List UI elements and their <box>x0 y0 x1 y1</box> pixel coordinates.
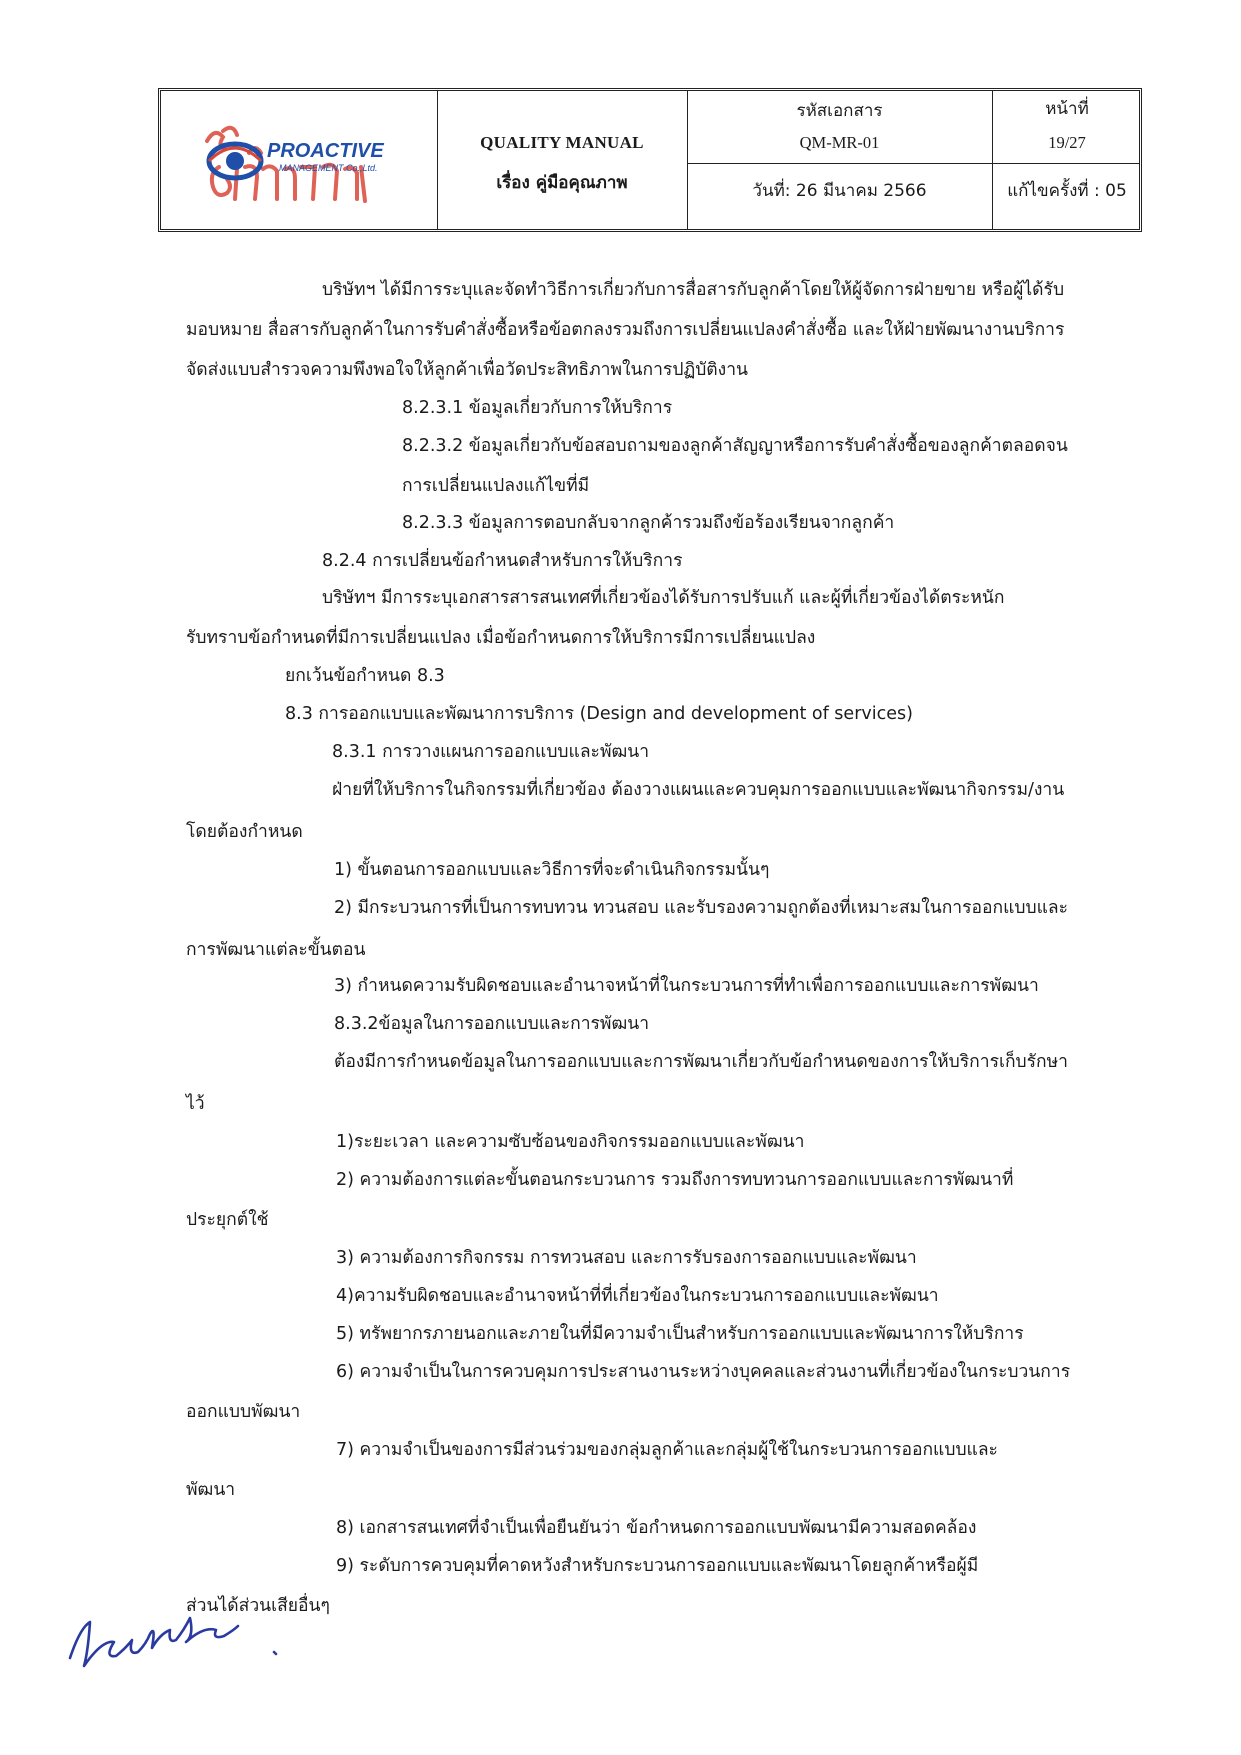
list-item: 1) ขั้นตอนการออกแบบและวิธีการที่จะดำเนินกิจกรรมนั้นๆ <box>334 860 770 880</box>
paragraph-line: บริษัทฯ ได้มีการระบุและจัดทำวิธีการเกี่ยวกับการสื่อสารกับลูกค้าโดยให้ผู้จัดการฝ่ายขาย หรือผู้ได้รับ <box>322 280 1065 300</box>
section-heading: 8.2.4 การเปลี่ยนข้อกำหนดสำหรับการให้บริการ <box>322 551 683 571</box>
page-number: 19/27 <box>1048 133 1086 152</box>
paragraph-line: มอบหมาย สื่อสารกับลูกค้าในการรับคำสั่งซื้อหรือข้อตกลงรวมถึงการเปลี่ยนแปลงคำสั่งซื้อ และให้ฝ่ายพัฒนางานบริการ <box>186 320 1065 340</box>
list-item-continuation: ออกแบบพัฒนา <box>186 1402 301 1422</box>
document-header-table <box>158 88 1142 232</box>
paragraph-line: ยกเว้นข้อกำหนด 8.3 <box>285 666 445 686</box>
section-heading: 8.3 การออกแบบและพัฒนาการบริการ (Design and development of services) <box>285 704 913 724</box>
list-item: 3) กำหนดความรับผิดชอบและอำนาจหน้าที่ในกระบวนการที่ทำเพื่อการออกแบบและการพัฒนา <box>334 976 1039 996</box>
list-item: 6) ความจำเป็นในการควบคุมการประสานงานระหว่างบุคคลและส่วนงานที่เกี่ยวข้องในกระบวนการ <box>336 1362 1071 1382</box>
list-item: 4)ความรับผิดชอบและอำนาจหน้าที่ที่เกี่ยวข้องในกระบวนการออกแบบและพัฒนา <box>336 1286 939 1306</box>
paragraph-line: บริษัทฯ มีการระบุเอกสารสารสนเทศที่เกี่ยวข้องได้รับการปรับแก้ และผู้ที่เกี่ยวข้องได้ตระหนัก <box>322 588 1005 608</box>
effective-date: วันที่: 26 มีนาคม 2566 <box>752 181 927 201</box>
list-item: 8.2.3.2 ข้อมูลเกี่ยวกับข้อสอบถามของลูกค้าสัญญาหรือการรับคำสั่งซื้อของลูกค้าตลอดจน <box>402 436 1068 456</box>
manual-title: QUALITY MANUAL <box>480 133 644 152</box>
doc-code-label: รหัสเอกสาร <box>796 101 883 121</box>
list-item-continuation: การเปลี่ยนแปลงแก้ไขที่มี <box>402 476 590 496</box>
logo-subtext: MANAGEMENT Co.,Ltd. <box>279 163 378 173</box>
list-item: 7) ความจำเป็นของการมีส่วนร่วมของกลุ่มลูกค้าและกลุ่มผู้ใช้ในกระบวนการออกแบบและ <box>336 1440 998 1460</box>
list-item-continuation: ประยุกต์ใช้ <box>186 1210 269 1230</box>
doc-code: QM-MR-01 <box>799 133 880 152</box>
list-item: 8.2.3.3 ข้อมูลการตอบกลับจากลูกค้ารวมถึงข้อร้องเรียนจากลูกค้า <box>402 513 895 533</box>
logo-text: PROACTIVE <box>267 140 384 162</box>
list-item: 3) ความต้องการกิจกรรม การทวนสอบ และการรับรองการออกแบบและพัฒนา <box>336 1248 917 1268</box>
list-item: 8) เอกสารสนเทศที่จำเป็นเพื่อยืนยันว่า ข้อกำหนดการออกแบบพัฒนามีความสอดคล้อง <box>336 1518 977 1538</box>
list-item-continuation: การพัฒนาแต่ละขั้นตอน <box>186 940 366 960</box>
revision-number: แก้ไขครั้งที่ : 05 <box>1007 181 1127 201</box>
list-item: 2) มีกระบวนการที่เป็นการทบทวน ทวนสอบ และรับรองความถูกต้องที่เหมาะสมในการออกแบบและ <box>334 898 1069 918</box>
list-item: 9) ระดับการควบคุมที่คาดหวังสำหรับกระบวนการออกแบบและพัฒนาโดยลูกค้าหรือผู้มี <box>336 1556 979 1576</box>
paragraph-line: โดยต้องกำหนด <box>186 822 303 842</box>
paragraph-line: ฝ่ายที่ให้บริการในกิจกรรมที่เกี่ยวข้อง ต้องวางแผนและควบคุมการออกแบบและพัฒนากิจกรรม/งาน <box>332 780 1065 800</box>
list-item-continuation: พัฒนา <box>186 1480 236 1500</box>
signature <box>62 1600 302 1680</box>
list-item: 5) ทรัพยากรภายนอกและภายในที่มีความจำเป็นสำหรับการออกแบบและพัฒนาการให้บริการ <box>336 1324 1024 1344</box>
section-heading: 8.3.1 การวางแผนการออกแบบและพัฒนา <box>332 742 650 762</box>
paragraph-line: จัดส่งแบบสำรวจความพึงพอใจให้ลูกค้าเพื่อวัดประสิทธิภาพในการปฏิบัติงาน <box>186 360 748 380</box>
document-subject: เรื่อง คู่มือคุณภาพ <box>496 173 628 193</box>
list-item-continuation: ส่วนได้ส่วนเสียอื่นๆ <box>186 1596 330 1616</box>
list-item: 2) ความต้องการแต่ละขั้นตอนกระบวนการ รวมถึงการทบทวนการออกแบบและการพัฒนาที่ <box>336 1170 1014 1190</box>
list-item: 8.2.3.1 ข้อมูลเกี่ยวกับการให้บริการ <box>402 398 673 418</box>
paragraph-line: ต้องมีการกำหนดข้อมูลในการออกแบบและการพัฒนาเกี่ยวกับข้อกำหนดของการให้บริการเก็บรักษา <box>334 1052 1069 1072</box>
list-item: 1)ระยะเวลา และความซับซ้อนของกิจกรรมออกแบบและพัฒนา <box>336 1132 805 1152</box>
page-label: หน้าที่ <box>1045 99 1089 119</box>
paragraph-line: ไว้ <box>186 1094 205 1114</box>
company-logo <box>189 109 389 209</box>
paragraph-line: รับทราบข้อกำหนดที่มีการเปลี่ยนแปลง เมื่อข้อกำหนดการให้บริการมีการเปลี่ยนแปลง <box>186 628 816 648</box>
section-heading: 8.3.2ข้อมูลในการออกแบบและการพัฒนา <box>334 1014 650 1034</box>
